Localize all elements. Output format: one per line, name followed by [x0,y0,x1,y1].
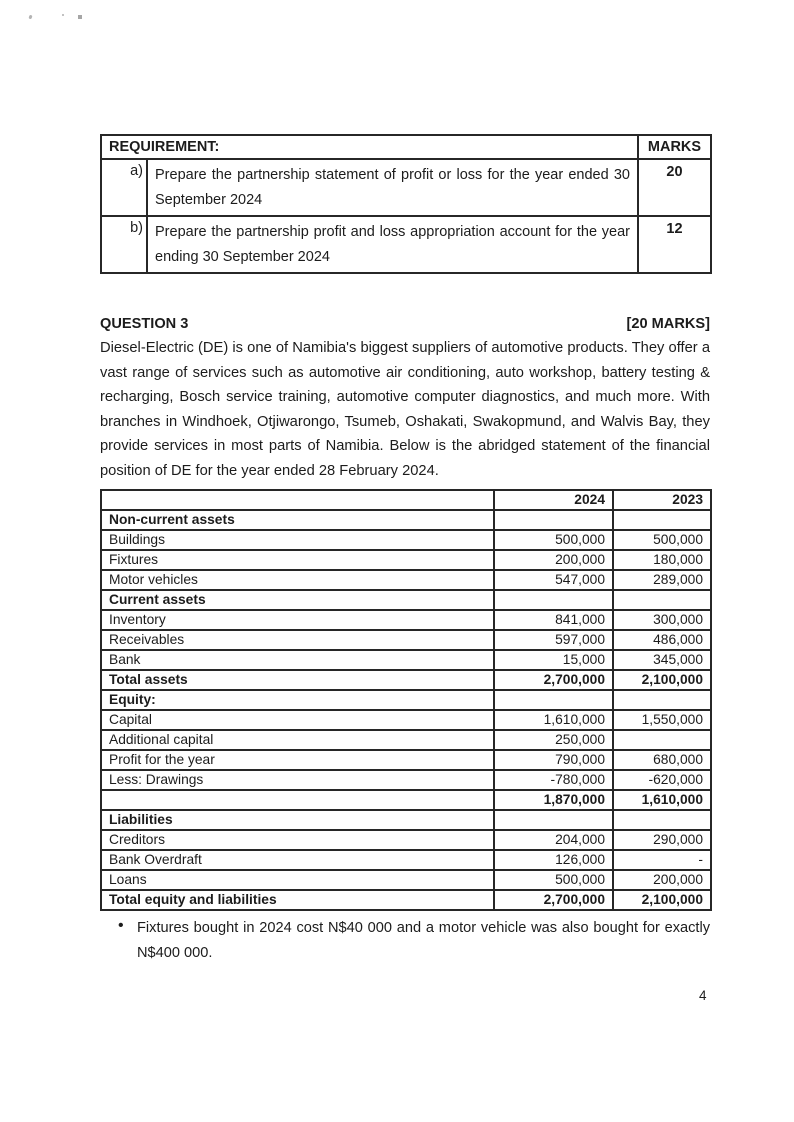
table-row [101,590,711,610]
requirement-row-b [101,216,711,273]
row-label: Fixtures [101,550,494,570]
marks-value-b: 12 [638,216,711,273]
fin-header-2023: 2023 [613,490,711,510]
value-2023: 180,000 [613,550,711,570]
value-2024: 126,000 [494,850,613,870]
note-item [100,916,710,965]
value-2024: 200,000 [494,550,613,570]
value-2024: 1,870,000 [494,790,613,810]
fin-header-2024: 2024 [494,490,613,510]
financial-position-table [100,489,712,911]
row-label: Current assets [101,590,494,610]
note-text: Fixtures bought in 2024 cost N$40 000 and a motor vehicle was also bought for exactly N$400 000. [137,920,710,961]
value-2024: 204,000 [494,830,613,850]
table-row [101,710,711,730]
scan-speck [62,14,64,16]
row-label: Receivables [101,630,494,650]
value-2023 [613,690,711,710]
row-label: Capital [101,710,494,730]
scan-speck [28,15,32,20]
row-label: Profit for the year [101,750,494,770]
row-label: Equity: [101,690,494,710]
table-row [101,670,711,690]
value-2024: 500,000 [494,870,613,890]
value-2023: 500,000 [613,530,711,550]
value-2023 [613,810,711,830]
table-row [101,690,711,710]
table-row [101,770,711,790]
value-2024 [494,590,613,610]
table-row [101,810,711,830]
requirement-text-a: Prepare the partnership statement of profit or loss for the year ended 30 September 2024 [147,159,638,216]
table-row [101,630,711,650]
value-2023: 290,000 [613,830,711,850]
table-row [101,610,711,630]
value-2024: 500,000 [494,530,613,550]
row-label: Bank Overdraft [101,850,494,870]
requirement-header: REQUIREMENT: [101,135,638,159]
value-2023: 1,550,000 [613,710,711,730]
value-2024: 547,000 [494,570,613,590]
value-2024: 841,000 [494,610,613,630]
value-2024: 790,000 [494,750,613,770]
marks-value-a: 20 [638,159,711,216]
table-row [101,510,711,530]
value-2023 [613,590,711,610]
row-label: Creditors [101,830,494,850]
table-row [101,790,711,810]
table-row [101,550,711,570]
fin-header-blank [101,490,494,510]
question-heading [100,316,710,332]
row-label: Total equity and liabilities [101,890,494,910]
row-label: Motor vehicles [101,570,494,590]
value-2023 [613,730,711,750]
row-label: Loans [101,870,494,890]
value-2024: 2,700,000 [494,890,613,910]
value-2023: 1,610,000 [613,790,711,810]
value-2024: 15,000 [494,650,613,670]
value-2023 [613,510,711,530]
table-row [101,850,711,870]
value-2024: 597,000 [494,630,613,650]
value-2024 [494,690,613,710]
value-2024 [494,810,613,830]
value-2023: 289,000 [613,570,711,590]
row-label [101,790,494,810]
value-2023: 486,000 [613,630,711,650]
value-2023: -620,000 [613,770,711,790]
table-row [101,570,711,590]
row-label: Liabilities [101,810,494,830]
value-2024: 1,610,000 [494,710,613,730]
row-label: Less: Drawings [101,770,494,790]
row-label: Bank [101,650,494,670]
question-marks: [20 MARKS] [626,316,710,332]
table-row [101,530,711,550]
requirement-text-b: Prepare the partnership profit and loss appropriation account for the year ending 30 September 2024 [147,216,638,273]
requirement-header-row [101,135,711,159]
value-2023: 200,000 [613,870,711,890]
value-2023: 2,100,000 [613,670,711,690]
question-title: QUESTION 3 [100,316,189,332]
value-2023: 2,100,000 [613,890,711,910]
row-label: Non-current assets [101,510,494,530]
table-row [101,730,711,750]
table-row [101,750,711,770]
row-label: Total assets [101,670,494,690]
requirement-row-a [101,159,711,216]
bullet-icon: • [118,917,124,934]
table-row [101,650,711,670]
table-row [101,890,711,910]
value-2024: -780,000 [494,770,613,790]
item-label-b: b) [101,216,147,273]
page-number: 4 [699,988,707,1003]
row-label: Additional capital [101,730,494,750]
requirement-table [100,134,712,274]
table-row [101,830,711,850]
item-label-a: a) [101,159,147,216]
value-2023: 345,000 [613,650,711,670]
value-2023: 680,000 [613,750,711,770]
fin-header-row [101,490,711,510]
value-2023: 300,000 [613,610,711,630]
value-2024 [494,510,613,530]
row-label: Buildings [101,530,494,550]
value-2023: - [613,850,711,870]
table-row [101,870,711,890]
value-2024: 2,700,000 [494,670,613,690]
question-intro: Diesel-Electric (DE) is one of Namibia's biggest suppliers of automotive products. They offer a vast range of services such as automotive air conditioning, auto workshop, battery testing & recharging, Bosch service training, automotive computer diagnostics, and much more. With branches in Windhoek, Otjiwarongo, Tsumeb, Oshakati, Swakopmund, and Walvis Bay, they provide services in most parts of Namibia. Below is the abridged statement of the financial position of DE for the year ended 28 February 2024. [100,340,710,479]
marks-header: MARKS [638,135,711,159]
scan-speck [78,15,82,19]
value-2024: 250,000 [494,730,613,750]
row-label: Inventory [101,610,494,630]
